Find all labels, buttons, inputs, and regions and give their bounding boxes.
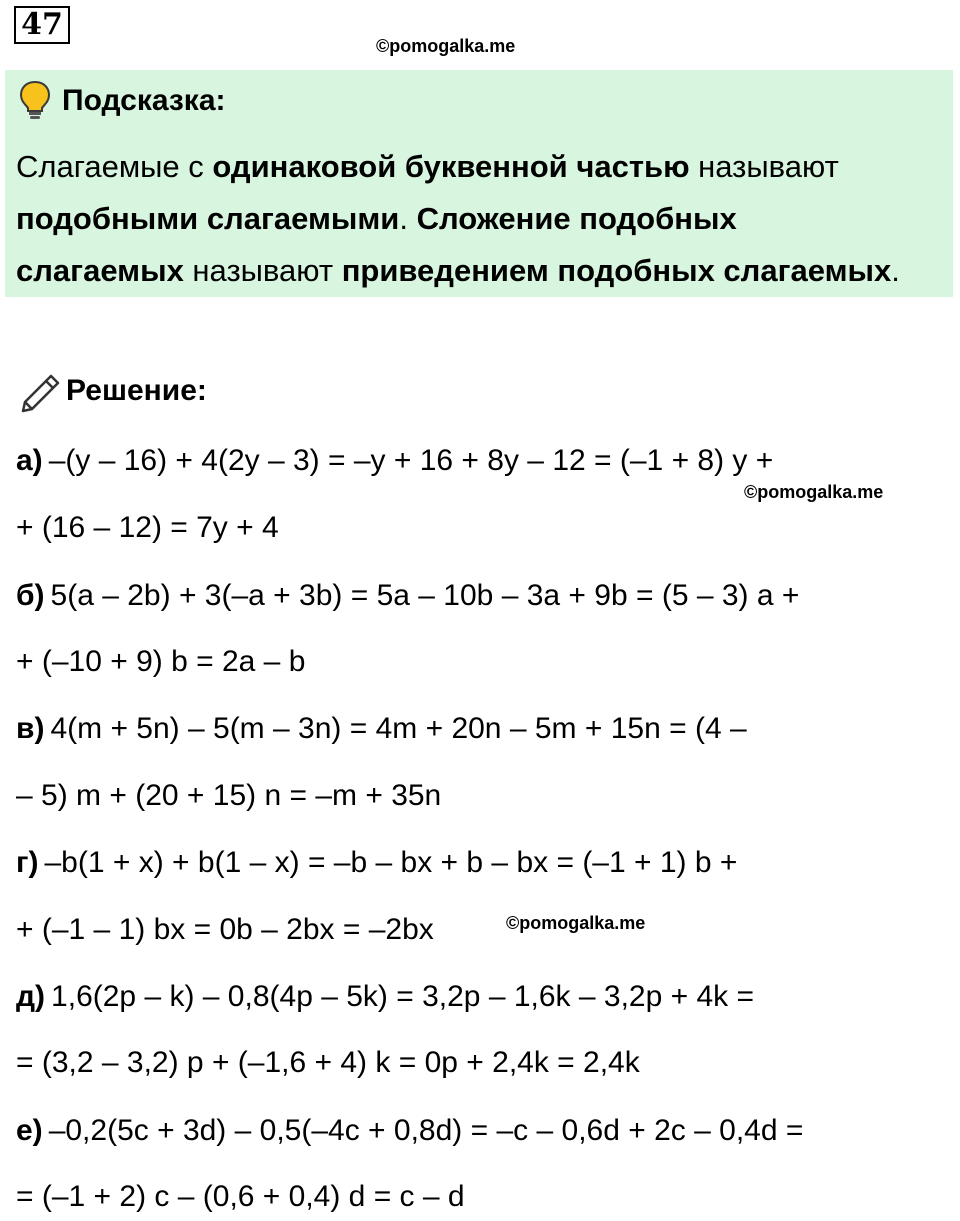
solution-line: б) 5(a – 2b) + 3(–a + 3b) = 5a – 10b – 3a + 9b = (5 – 3) a + [16, 579, 800, 612]
watermark: ©pomogalka.me [744, 482, 884, 502]
watermark: ©pomogalka.me [506, 913, 646, 933]
hint-text-line-1: Слагаемые с одинаковой буквенной частью называют [16, 149, 839, 184]
solution-line: а) –(y – 16) + 4(2y – 3) = –y + 16 + 8y – 12 = (–1 + 8) y + [16, 444, 774, 477]
solution-line: = (3,2 – 3,2) p + (–1,6 + 4) k = 0p + 2,4k = 2,4k [16, 1046, 640, 1079]
solution-line: + (–1 – 1) bx = 0b – 2bx = –2bx [16, 913, 434, 946]
solution-line: г) –b(1 + x) + b(1 – x) = –b – bx + b – bx = (–1 + 1) b + [16, 846, 738, 879]
solution-line: + (–10 + 9) b = 2a – b [16, 645, 306, 678]
solution-line: е) –0,2(5c + 3d) – 0,5(–4c + 0,8d) = –c – 0,6d + 2c – 0,4d = [16, 1114, 804, 1147]
solution-line: + (16 – 12) = 7y + 4 [16, 511, 279, 544]
hint-text-line-2: подобными слагаемыми. Сложение подобных [16, 201, 737, 236]
pencil-icon [18, 372, 62, 416]
watermark: ©pomogalka.me [376, 36, 516, 56]
task-number: 47 [14, 6, 70, 44]
solution-line: в) 4(m + 5n) – 5(m – 3n) = 4m + 20n – 5m + 15n = (4 – [16, 712, 747, 745]
solution-line: д) 1,6(2p – k) – 0,8(4p – 5k) = 3,2p – 1,6k – 3,2p + 4k = [16, 980, 755, 1013]
solution-title: Решение: [66, 374, 207, 407]
solution-line: – 5) m + (20 + 15) n = –m + 35n [16, 779, 442, 812]
lightbulb-icon [18, 80, 52, 120]
hint-title: Подсказка: [62, 84, 226, 117]
solution-line: = (–1 + 2) c – (0,6 + 0,4) d = c – d [16, 1180, 465, 1213]
hint-text-line-3: слагаемых называют приведением подобных слагаемых. [16, 253, 900, 288]
